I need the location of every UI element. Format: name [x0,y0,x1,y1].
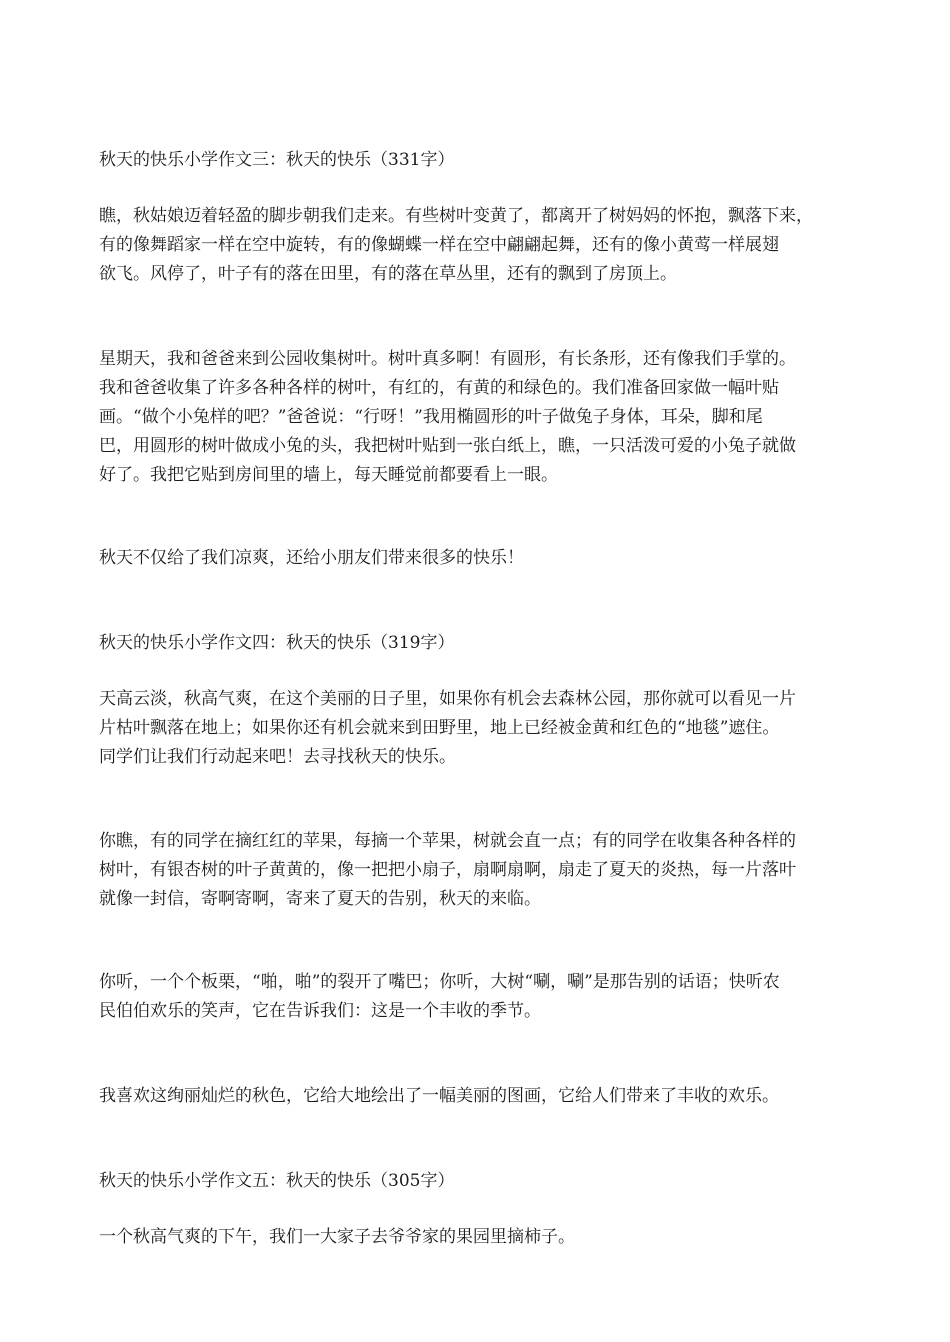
paragraph-line: 天高云淡，秋高气爽，在这个美丽的日子里，如果你有机会去森林公园，那你就可以看见一片 [99,689,796,709]
section-heading: 秋天的快乐小学作文五：秋天的快乐（305字） [99,1171,455,1191]
paragraph-line: 我喜欢这绚丽灿烂的秋色，它给大地绘出了一幅美丽的图画，它给人们带来了丰收的欢乐。 [99,1086,779,1106]
paragraph-line: 片枯叶飘落在地上；如果你还有机会就来到田野里，地上已经被金黄和红色的“地毯”遮住。 [99,718,780,738]
paragraph-line: 树叶，有银杏树的叶子黄黄的，像一把把小扇子，扇啊扇啊，扇走了夏天的炎热，每一片落叶 [99,860,796,880]
paragraph-line: 有的像舞蹈家一样在空中旋转，有的像蝴蝶一样在空中翩翩起舞，还有的像小黄莺一样展翅 [99,235,779,255]
paragraph-line: 民伯伯欢乐的笑声，它在告诉我们：这是一个丰收的季节。 [99,1001,541,1021]
section-heading: 秋天的快乐小学作文三：秋天的快乐（331字） [99,150,455,170]
paragraph-line: 你听，一个个板栗，“啪，啪”的裂开了嘴巴；你听，大树“唰，唰”是那告别的话语；快听农 [99,972,780,992]
paragraph-line: 瞧，秋姑娘迈着轻盈的脚步朝我们走来。有些树叶变黄了，都离开了树妈妈的怀抱，飘落下来， [99,206,813,226]
paragraph-line: 欲飞。风停了，叶子有的落在田里，有的落在草丛里，还有的飘到了房顶上。 [99,264,677,284]
paragraph-line: 秋天不仅给了我们凉爽，还给小朋友们带来很多的快乐！ [99,548,524,568]
paragraph-line: 你瞧，有的同学在摘红红的苹果，每摘一个苹果，树就会直一点；有的同学在收集各种各样的 [99,831,796,851]
paragraph-line: 就像一封信，寄啊寄啊，寄来了夏天的告别，秋天的来临。 [99,889,541,909]
paragraph-line: 星期天，我和爸爸来到公园收集树叶。树叶真多啊！有圆形，有长条形，还有像我们手掌的。 [99,349,796,369]
paragraph-line: 同学们让我们行动起来吧！去寻找秋天的快乐。 [99,747,456,767]
paragraph-line: 一个秋高气爽的下午，我们一大家子去爷爷家的果园里摘柿子。 [99,1227,575,1247]
section-heading: 秋天的快乐小学作文四：秋天的快乐（319字） [99,633,455,653]
paragraph-line: 好了。我把它贴到房间里的墙上，每天睡觉前都要看上一眼。 [99,465,558,485]
paragraph-line: 画。“做个小兔样的吧？”爸爸说：“行呀！”我用椭圆形的叶子做兔子身体，耳朵，脚和尾 [99,407,763,427]
paragraph-line: 我和爸爸收集了许多各种各样的树叶，有红的，有黄的和绿色的。我们准备回家做一幅叶贴 [99,378,779,398]
paragraph-line: 巴，用圆形的树叶做成小兔的头，我把树叶贴到一张白纸上，瞧，一只活泼可爱的小兔子就做 [99,436,796,456]
